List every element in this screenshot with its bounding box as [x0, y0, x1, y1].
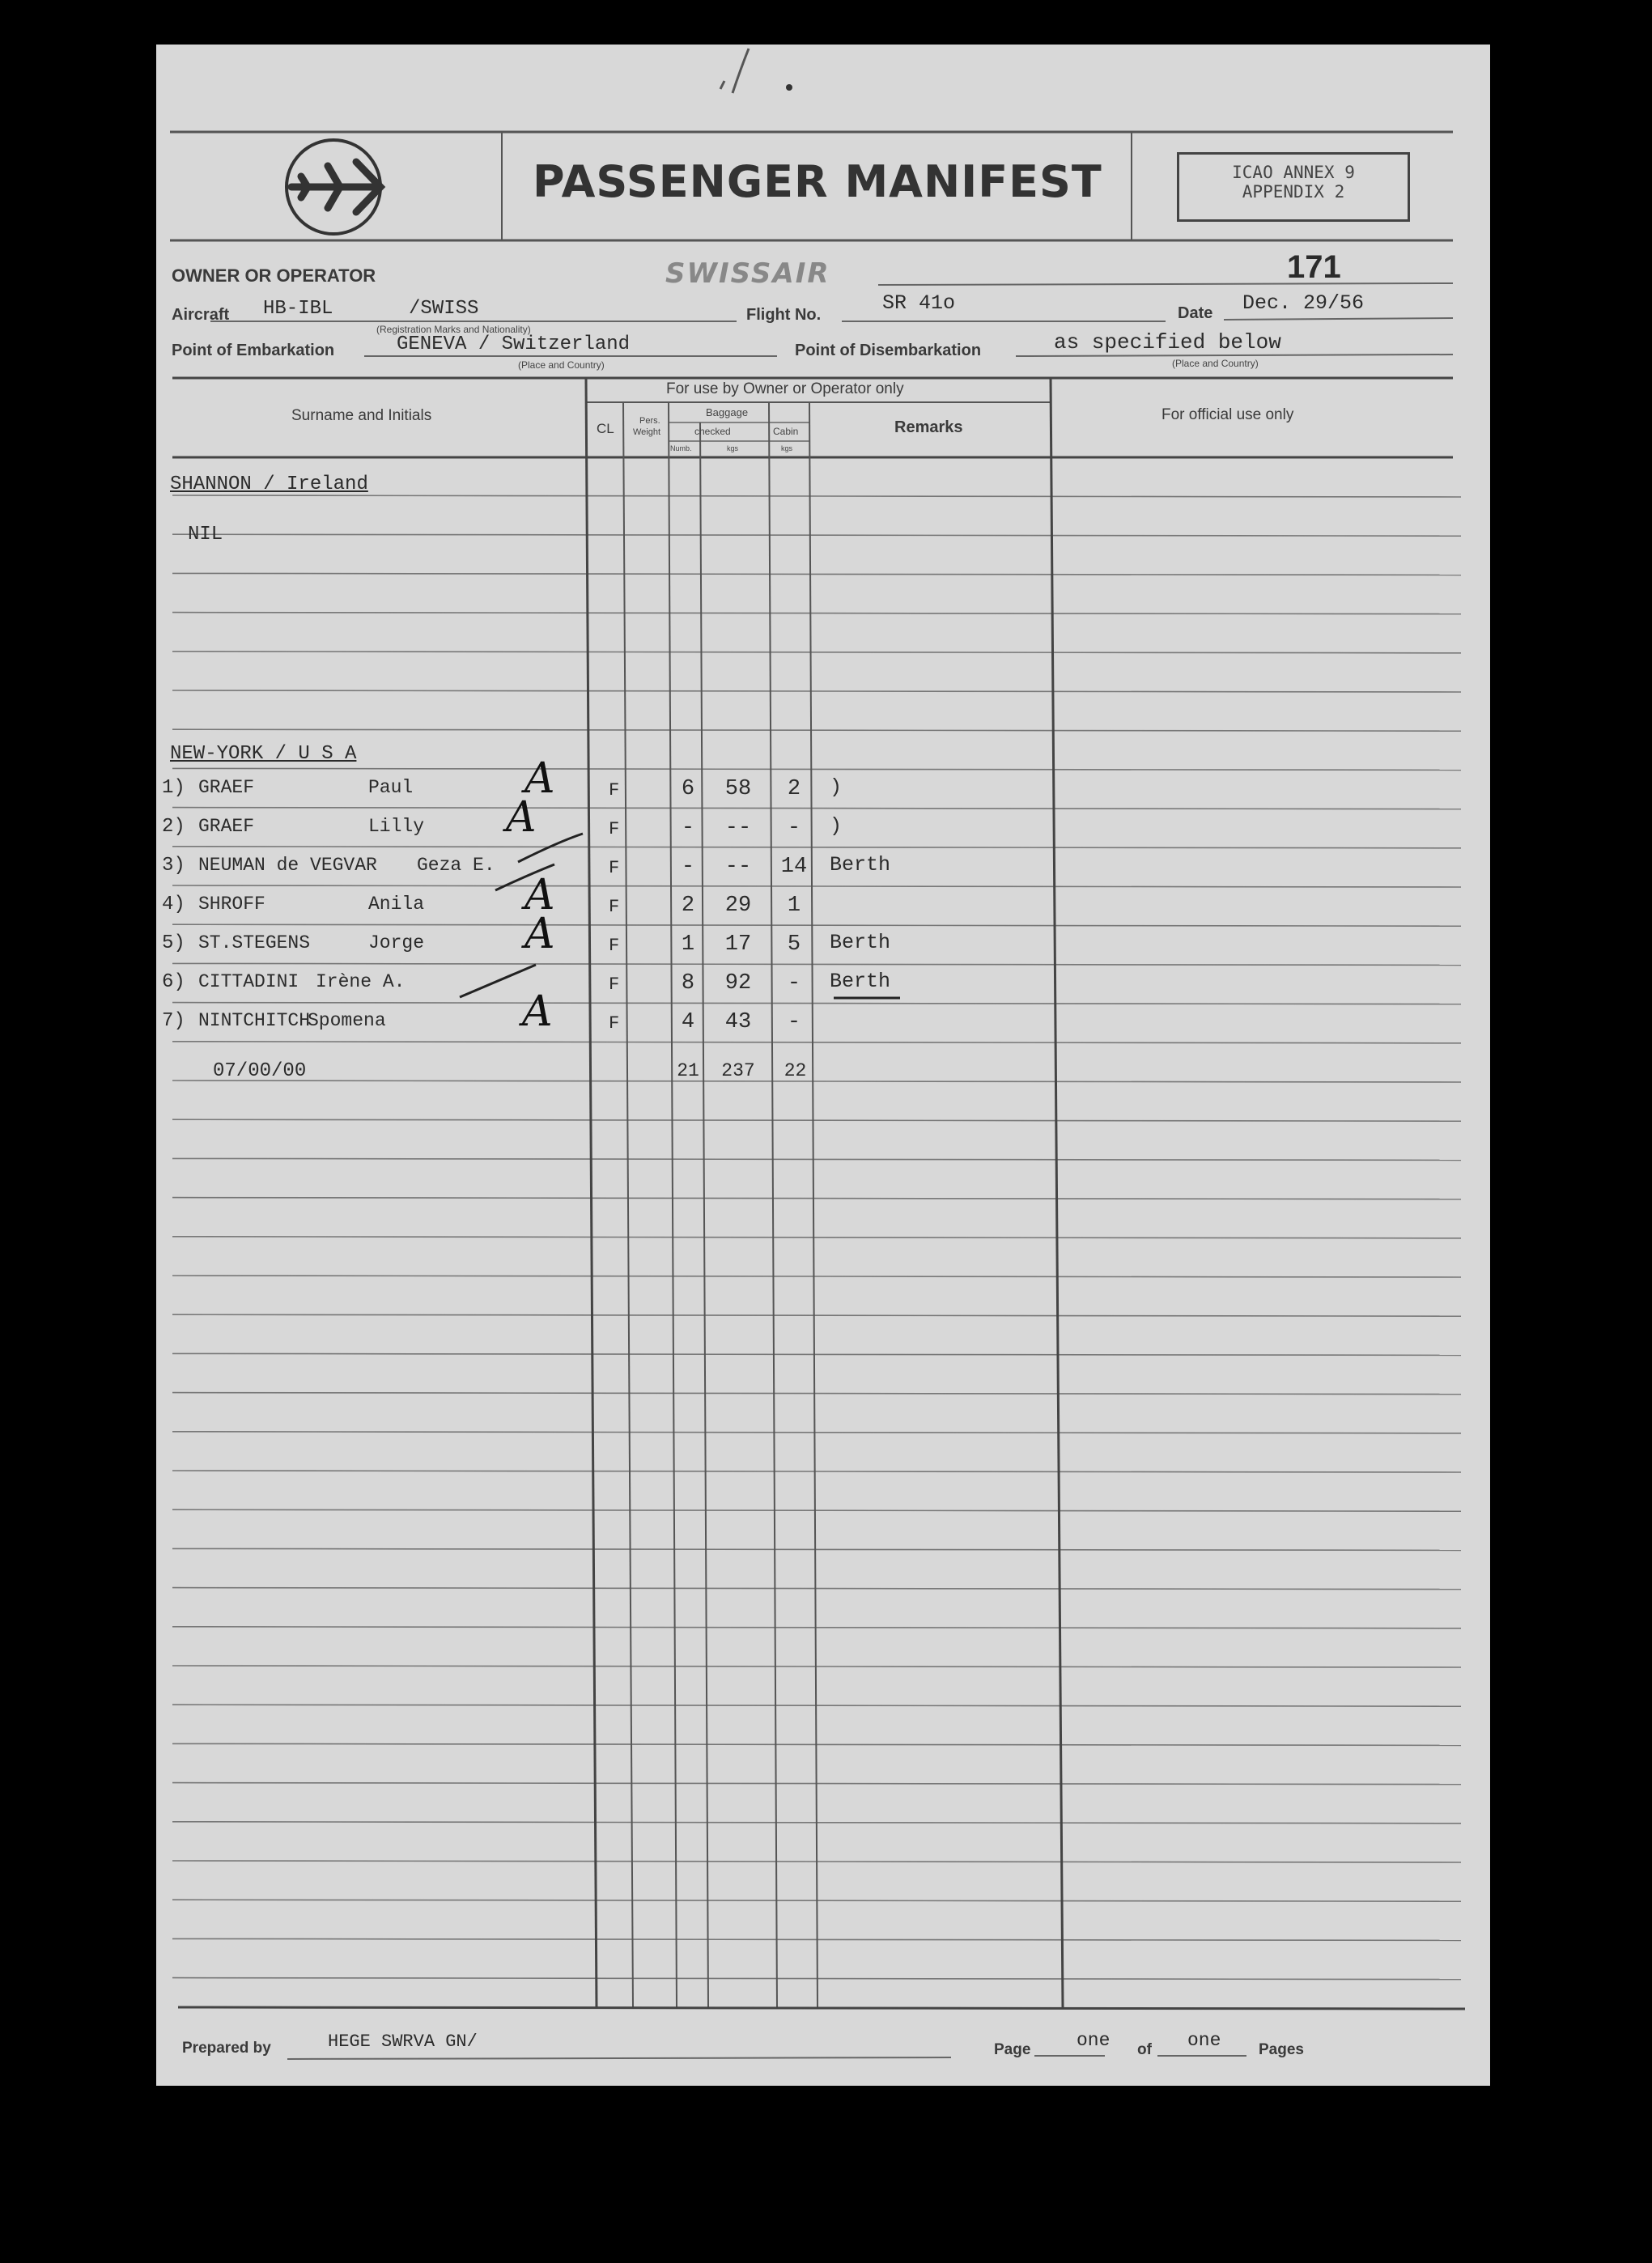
icao-line-1: ICAO ANNEX 9 [1232, 163, 1355, 182]
flight-label: Flight No. [746, 306, 822, 324]
handwritten-mark: A [524, 754, 555, 803]
passenger-class: F [609, 974, 620, 995]
passenger-number: 4) [162, 894, 185, 915]
baggage-numb: 2 [681, 894, 695, 918]
col-surname: Surname and Initials [291, 407, 432, 424]
aircraft-nationality: /SWISS [409, 298, 479, 320]
baggage-kgs: 92 [724, 971, 752, 996]
icao-line-2: APPENDIX 2 [1242, 182, 1345, 202]
totals-label: 07/00/00 [213, 1060, 307, 1082]
passenger-number: 7) [162, 1010, 185, 1032]
col-pers: Pers. [639, 416, 660, 426]
baggage-kgs: -- [724, 816, 752, 840]
total-cabin: 22 [784, 1060, 807, 1081]
passenger-class: F [609, 858, 620, 878]
embarkation-place-note: (Place and Country) [518, 359, 605, 371]
prepared-by-label: Prepared by [182, 2040, 271, 2057]
baggage-numb: - [681, 855, 695, 879]
embarkation-value: GENEVA / Switzerland [397, 333, 631, 355]
destination-shannon: SHANNON / Ireland [170, 473, 368, 495]
passenger-remarks: ) [830, 775, 843, 799]
passenger-surname: ST.STEGENS [198, 932, 311, 953]
handwritten-mark: A [524, 910, 555, 958]
prepared-by-value: HEGE SWRVA GN/ [328, 2032, 478, 2052]
cabin-kgs: 2 [787, 777, 801, 801]
page-value: one [1077, 2030, 1111, 2051]
passenger-class: F [609, 780, 620, 800]
passenger-remarks: Berth [830, 970, 891, 993]
passenger-class: F [609, 936, 620, 956]
cabin-kgs: - [787, 971, 801, 996]
cabin-kgs: 1 [787, 894, 801, 918]
destination-shannon-nil: NIL [188, 524, 223, 546]
total-kgs: 237 [721, 1060, 755, 1081]
pages-label: Pages [1259, 2041, 1304, 2058]
passenger-remarks: ) [830, 814, 843, 838]
date-label: Date [1178, 304, 1213, 322]
col-baggage: Baggage [706, 406, 749, 418]
col-official: For official use only [1161, 406, 1294, 423]
of-label: of [1137, 2041, 1152, 2058]
col-kgs-cabin: kgs [781, 444, 793, 452]
icao-reference-box [1177, 152, 1410, 222]
passenger-remarks: Berth [830, 853, 891, 877]
disembarkation-value: as specified below [1054, 330, 1281, 355]
baggage-kgs: 43 [724, 1010, 752, 1034]
airline-name: SWISSAIR [665, 257, 830, 290]
airplane-logo-icon [287, 140, 380, 234]
passenger-first-name: Paul [368, 777, 414, 798]
manifest-number: 171 [1287, 249, 1341, 285]
form-title: PASSENGER MANIFEST [533, 156, 1102, 207]
baggage-kgs: -- [724, 855, 752, 879]
flight-value: SR 41o [882, 291, 956, 315]
passenger-class: F [609, 1013, 620, 1034]
col-checked: checked [694, 426, 731, 437]
col-operator-group: For use by Owner or Operator only [666, 380, 904, 397]
passenger-surname: SHROFF [198, 894, 265, 915]
handwritten-mark: A [506, 793, 537, 842]
passenger-first-name: Lilly [368, 816, 425, 837]
baggage-numb: - [681, 816, 695, 840]
passenger-first-name: Irène A. [316, 971, 406, 992]
baggage-numb: 8 [681, 971, 695, 996]
passenger-surname: GRAEF [198, 777, 255, 798]
page-label: Page [994, 2041, 1031, 2058]
baggage-kgs: 29 [724, 894, 752, 918]
passenger-number: 2) [162, 816, 185, 838]
cabin-kgs: 14 [780, 855, 808, 879]
passenger-number: 1) [162, 777, 185, 799]
passenger-number: 5) [162, 932, 185, 954]
passenger-remarks: Berth [830, 931, 891, 954]
baggage-kgs: 58 [724, 777, 752, 801]
passenger-first-name: Jorge [368, 932, 425, 953]
embarkation-label: Point of Embarkation [172, 342, 335, 359]
registration-note: (Registration Marks and Nationality) [376, 324, 531, 335]
passenger-surname: NINTCHITCH [198, 1010, 311, 1031]
total-numb: 21 [677, 1060, 699, 1081]
baggage-numb: 1 [681, 932, 695, 957]
cabin-kgs: - [787, 1010, 801, 1034]
col-weight: Weight [633, 427, 661, 437]
handwritten-mark: A [522, 987, 553, 1036]
cabin-kgs: - [787, 816, 801, 840]
baggage-kgs: 17 [724, 932, 752, 957]
passenger-surname: CITTADINI [198, 971, 299, 992]
of-value: one [1187, 2030, 1221, 2051]
passenger-surname: GRAEF [198, 816, 255, 837]
passenger-first-name: Spomena [308, 1010, 386, 1031]
destination-new-york: NEW-YORK / U S A [170, 743, 357, 765]
col-remarks: Remarks [894, 418, 963, 436]
passenger-class: F [609, 897, 620, 917]
aircraft-label: Aircraft [172, 306, 230, 324]
passenger-first-name: Geza E. [417, 855, 495, 876]
baggage-numb: 4 [681, 1010, 695, 1034]
cabin-kgs: 5 [787, 932, 801, 957]
passenger-surname: NEUMAN de VEGVAR [198, 855, 377, 876]
passenger-class: F [609, 819, 620, 839]
baggage-numb: 6 [681, 777, 695, 801]
disembarkation-place-note: (Place and Country) [1172, 358, 1259, 369]
date-value: Dec. 29/56 [1242, 291, 1365, 315]
owner-label: OWNER OR OPERATOR [172, 265, 376, 286]
handwritten-mark: A [524, 871, 555, 919]
col-kgs: kgs [727, 444, 739, 452]
passenger-number: 6) [162, 971, 185, 993]
col-numb: Numb. [670, 444, 692, 452]
passenger-number: 3) [162, 855, 185, 877]
col-cl: CL [597, 421, 614, 436]
aircraft-value: HB-IBL [263, 298, 333, 320]
col-cabin: Cabin [773, 426, 799, 437]
passenger-first-name: Anila [368, 894, 425, 915]
disembarkation-label: Point of Disembarkation [795, 342, 982, 359]
